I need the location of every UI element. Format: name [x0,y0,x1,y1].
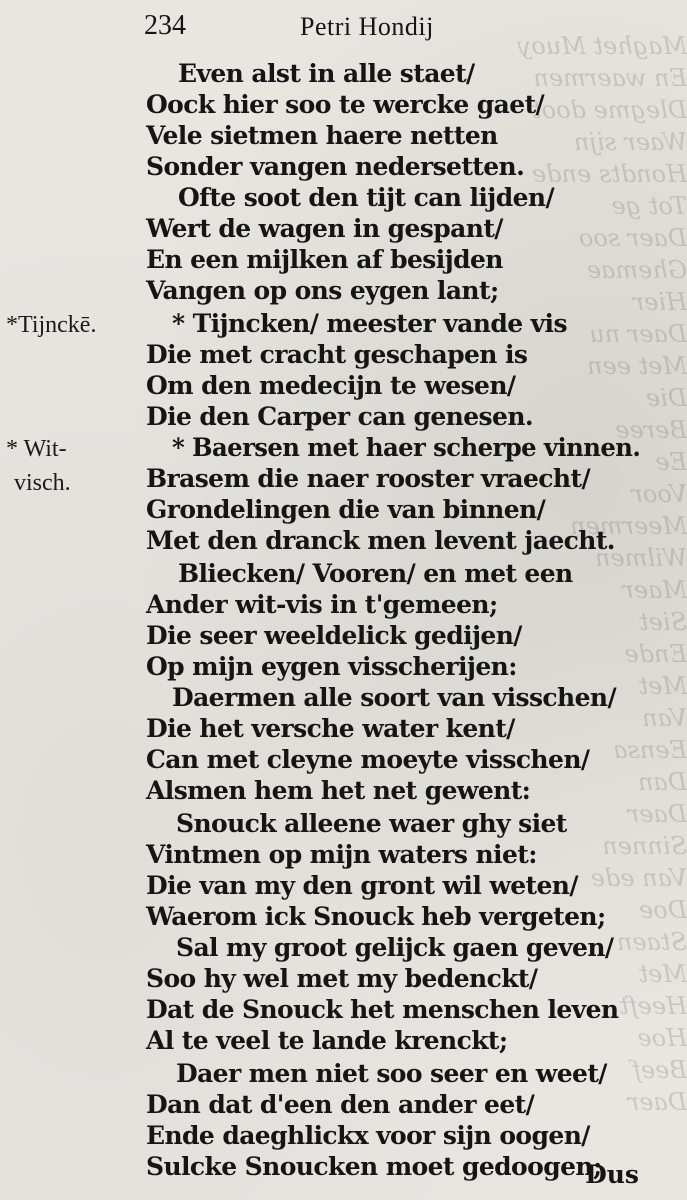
page-number: 234 [144,10,186,41]
page-header [140,6,560,46]
verse-line: Dan dat d'een den ander eet/ [146,1090,535,1119]
verse-line: Sulcke Snoucken moet gedoogen; [146,1152,602,1181]
verse-line: Om den medecijn te wesen/ [146,371,516,400]
verse-line: * Baersen met haer scherpe vinnen. [172,433,641,462]
verse-line: Vele sietmen haere netten [146,121,498,150]
verse-line: Die met cracht geschapen is [146,340,528,369]
verse-line: Op mijn eygen visscherijen: [146,652,517,681]
verse-line: Can met cleyne moeyte visschen/ [146,745,590,774]
verse-line: Wert de wagen in gespant/ [146,214,503,243]
verse-line: Dat de Snouck het menschen leven [146,995,619,1024]
verse-line: Alsmen hem het net gewent: [146,776,531,805]
verse-line: Bliecken/ Vooren/ en met een [178,559,573,588]
running-head: Petri Hondij [300,12,434,41]
verse-line: Daermen alle soort van visschen/ [172,683,617,712]
verse-line: Vangen op ons eygen lant; [146,276,499,305]
verse-line: Ende daeghlickx voor sijn oogen/ [146,1121,590,1150]
bleed-through-text: Maghet Muoy En waermen Dlegme doot Waer sijn Hondts ende Tot ge Daer soo Ghemae Hier Daer nu Met een Die Beree Ee Voor Meermen Wilmen Maer Siet Ende Met Van Eensa Dan Daer Sinnen Van ede Doe Staen Met Heeft Hoe Beef Daer [517,32,687,1116]
verse-line: Al te veel te lande krenckt; [146,1026,508,1055]
verse-line: Oock hier soo te wercke gaet/ [146,90,545,119]
verse-line: Ofte soot den tijt can lijden/ [178,183,555,212]
verse-line: Daer men niet soo seer en weet/ [176,1059,607,1088]
verse-line: Even alst in alle staet/ [178,59,475,88]
verse-line: En een mijlken af besijden [146,245,503,274]
verse-line: Brasem die naer rooster vraecht/ [146,464,590,493]
verse-line: Ander wit-vis in t'gemeen; [146,590,498,619]
marginal-note-tijncke: *Tijnckē. [6,312,97,338]
verse-line: Die seer weeldelick gedijen/ [146,621,522,650]
verse-line: Grondelingen die van binnen/ [146,495,546,524]
verse-line: Sal my groot gelijck gaen geven/ [176,933,614,962]
verse-line: Waerom ick Snouck heb vergeten; [146,902,606,931]
verse-line: Vintmen op mijn waters niet: [146,840,537,869]
marginal-note-visch: visch. [14,470,71,496]
verse-line: Die het versche water kent/ [146,714,515,743]
verse-line: * Tijncken/ meester vande vis [172,309,567,338]
verse-line: Die van my den gront wil weten/ [146,871,578,900]
verse-line: Snouck alleene waer ghy siet [176,809,567,838]
verse-line: Met den dranck men levent jaecht. [146,526,615,555]
verse-line: Soo hy wel met my bedenckt/ [146,964,538,993]
verse-line: Sonder vangen nedersetten. [146,152,525,181]
marginal-note-wit: * Wit- [6,436,67,462]
verse-line: Die den Carper can genesen. [146,402,534,431]
catchword: Dus [585,1160,639,1189]
